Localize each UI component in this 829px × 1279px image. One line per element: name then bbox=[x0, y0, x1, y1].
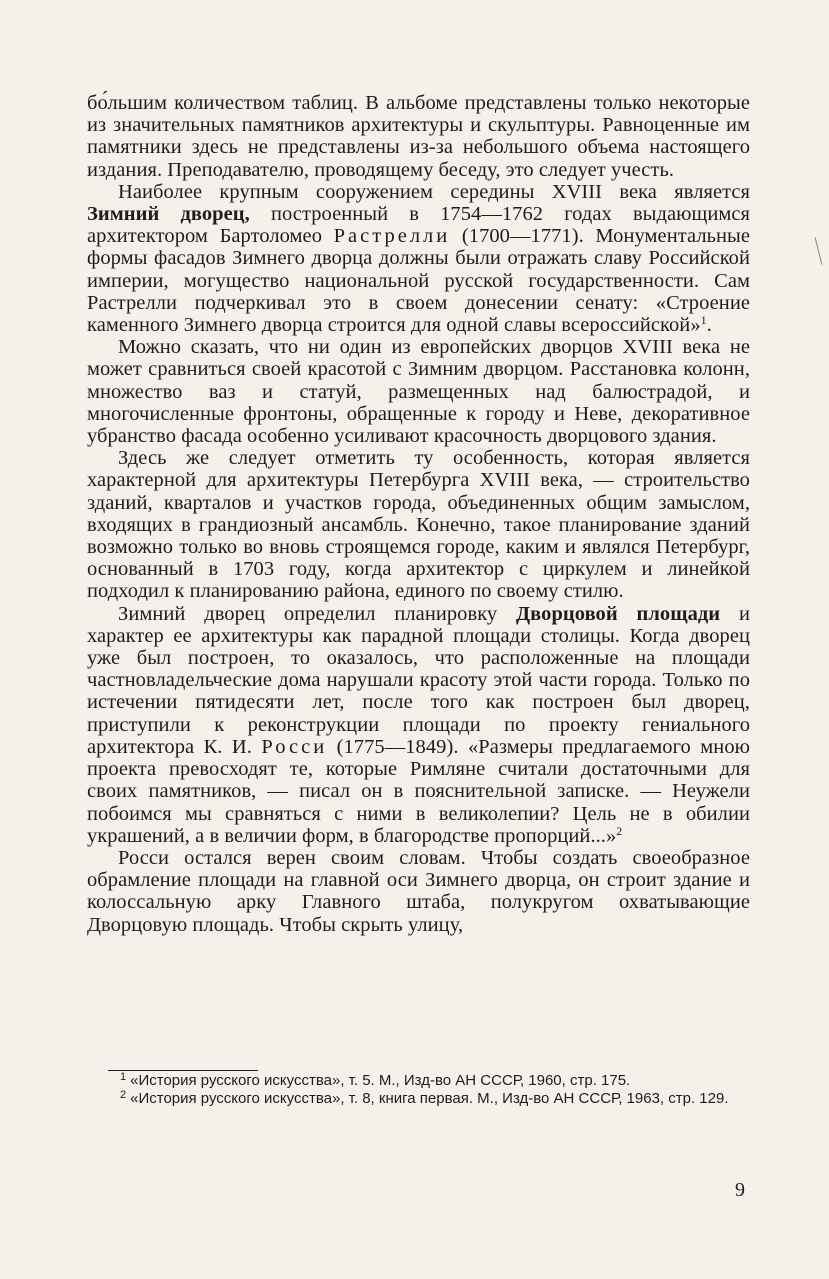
paragraph bbox=[87, 447, 750, 602]
emphasized-term: Дворцовой площади bbox=[516, 602, 721, 625]
text-run: . bbox=[706, 314, 712, 337]
paragraph bbox=[87, 92, 750, 181]
page-number: 9 bbox=[735, 1179, 745, 1201]
margin-mark bbox=[815, 237, 823, 264]
footnote bbox=[88, 1072, 750, 1090]
spaced-name: Растрелли bbox=[333, 225, 451, 248]
paragraph bbox=[87, 181, 750, 336]
text-run: бо́льшим количеством таблиц. В альбоме представлены только некоторые из значительных памятников архитектуры и скульптуры. Равноценные им памятники здесь не представлены из-за небольшого объема настоящего издания. Преподавателю, проводящему беседу, это следует учесть. bbox=[87, 92, 750, 181]
footnote-number: 1 bbox=[120, 1071, 127, 1083]
spaced-name: Росси bbox=[261, 735, 328, 758]
footnote-number: 2 bbox=[120, 1089, 127, 1101]
emphasized-term: Зимний дворец, bbox=[87, 203, 250, 226]
footnotes bbox=[88, 1072, 750, 1108]
paragraph bbox=[87, 336, 750, 447]
footnote-text: «История русского искусства», т. 5. М., Изд-во АН СССР, 1960, стр. 175. bbox=[130, 1072, 631, 1089]
text-run: построенный в 1754—1762 годах выдающимся архитектором Бартоломео bbox=[87, 203, 751, 248]
text-run: Наиболее крупным сооружением середины XVIII века является bbox=[118, 180, 750, 203]
text-run: Росси остался верен своим словам. Чтобы создать своеобразное обрамление площади на главной оси Зимнего дворца, он строит здание и колоссальную арку Главного штаба, полукругом охватывающие Дворцовую площадь. Чтобы скрыть улицу, bbox=[87, 846, 750, 936]
footnote-divider bbox=[108, 1070, 258, 1071]
footnote-ref: 1 bbox=[700, 313, 707, 328]
footnote-ref: 2 bbox=[616, 823, 623, 838]
footnote-text: «История русского искусства», т. 8, книга первая. М., Изд-во АН СССР, 1963, стр. 129. bbox=[130, 1090, 729, 1107]
paragraph bbox=[87, 847, 750, 936]
text-run: Можно сказать, что ни один из европейских дворцов XVIII века не может сравниться своей красотой с Зимним дворцом. Расстановка колонн, множество ваз и статуй, размещенных над балюстрадой, и многочисленные фронтоны, обращенные к городу и Неве, декоративное убранство фасада особенно усиливают красочность дворцового здания. bbox=[87, 336, 750, 448]
text-run: (1700—1771). Монументальные формы фасадов Зимнего дворца должны были отражать славу Российской империи, могущество национальной русской государственности. Сам Растрелли подчеркивал это в своем донесении сенату: «Строение каменного Зимнего дворца строится для одной славы всероссийской» bbox=[87, 225, 750, 337]
footnote bbox=[88, 1090, 750, 1108]
text-run: и характер ее архитектуры как парадной площади столицы. Когда дворец уже был построен, то оказалось, что расположенные на площади частновладельческие дома нарушали красоту этой части города. Только по истечении пятидесяти лет, после того как построен был дворец, приступили к реконструкции площади по проекту гениального архитектора К. И. bbox=[87, 602, 750, 758]
text-run: Зимний дворец определил планировку bbox=[118, 602, 517, 625]
paragraph bbox=[87, 603, 750, 847]
text-run: (1775—1849). «Размеры предлагаемого мною проекта превосходят те, которые Римляне считали достаточными для своих памятников, — писал он в пояснительной записке. — Неужели побоимся мы сравняться с ними в великолепии? Цель не в обилии украшений, а в величии форм, в благородстве пропорций...» bbox=[87, 735, 750, 847]
text-run: Здесь же следует отметить ту особенность, которая является характерной для архитектуры Петербурга XVIII века, — строительство зданий, кварталов и участков города, объединенных общим замыслом, входящих в грандиозный ансамбль. Конечно, такое планирование зданий возможно только во вновь строящемся городе, каким и являлся Петербург, основанный в 1703 году, когда архитектор с циркулем и линейкой подходил к планированию района, единого по своему стилю. bbox=[87, 447, 750, 603]
body-text bbox=[87, 92, 750, 936]
